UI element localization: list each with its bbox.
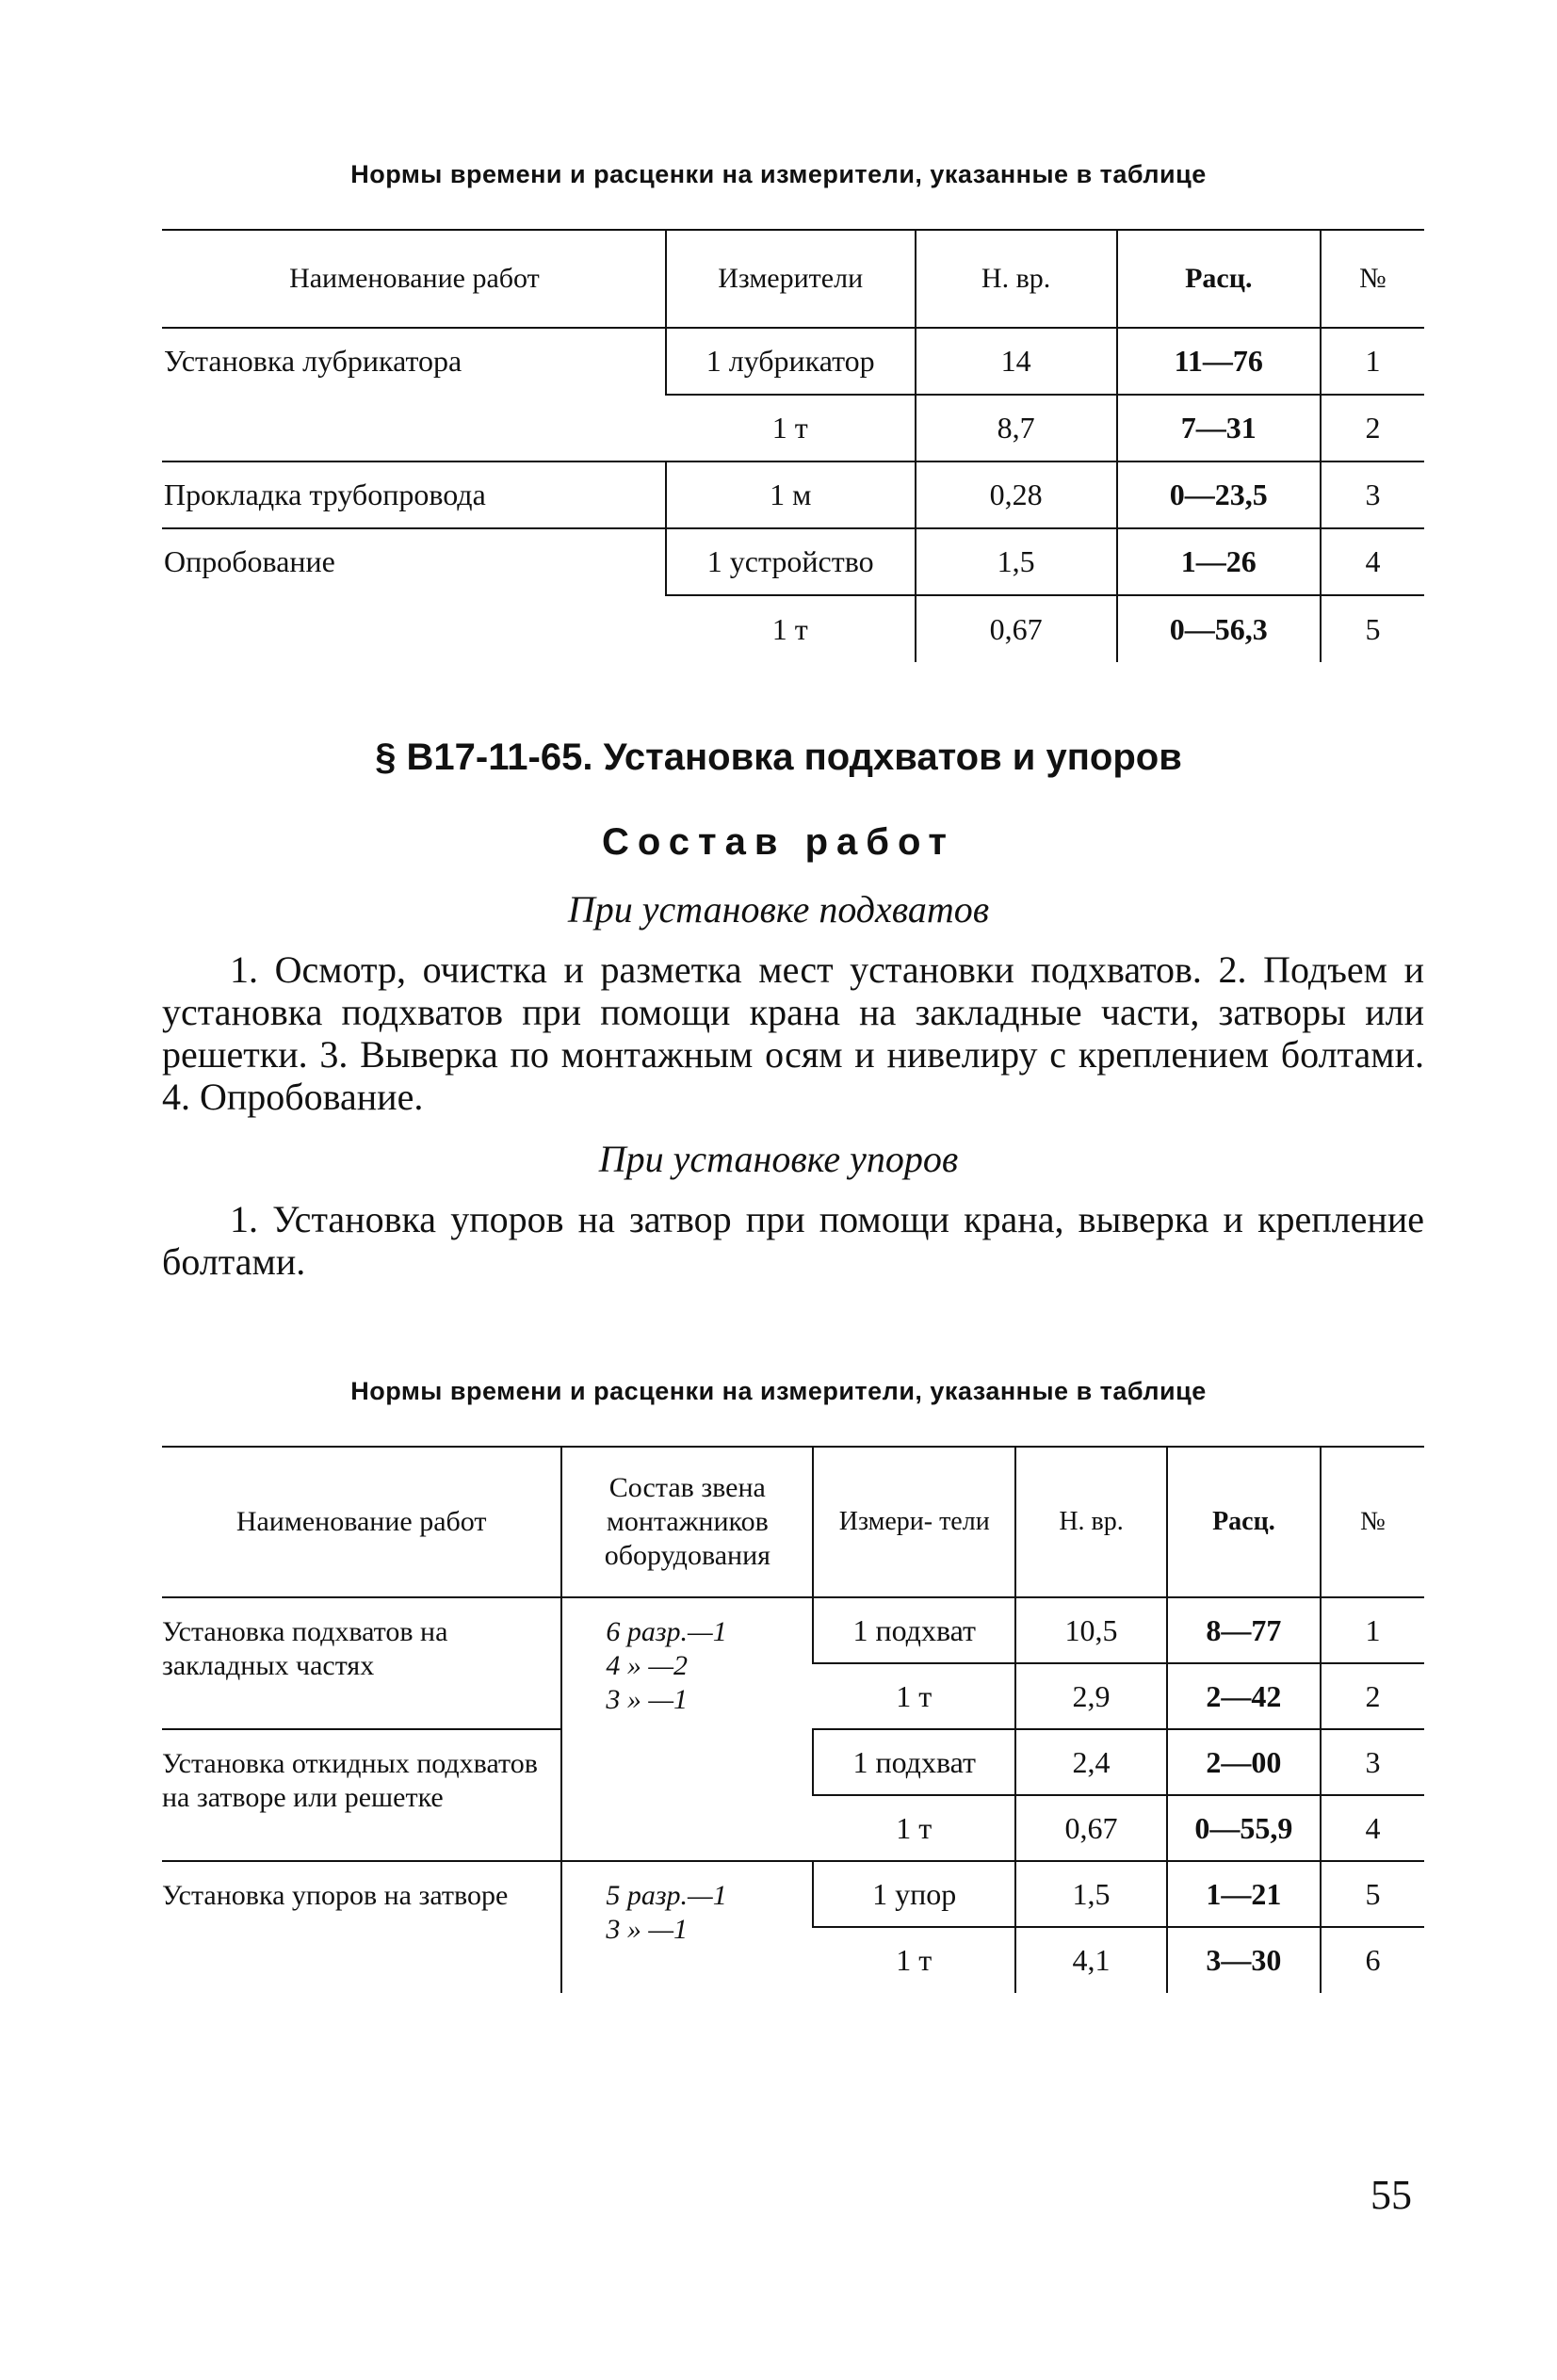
time-norm-cell: 4,1: [1015, 1927, 1167, 1993]
subheading-stops: При установке упоров: [598, 1138, 959, 1180]
number-cell: 5: [1321, 595, 1424, 662]
header-crew: Состав звена монтажников оборудования: [561, 1447, 813, 1597]
time-norm-cell: 0,67: [1015, 1795, 1167, 1861]
crew-line: 6 разр.—1: [606, 1616, 727, 1647]
header-number: №: [1321, 1447, 1424, 1597]
work-name-cell: Установка лубрикатора: [162, 328, 666, 461]
table-row: [162, 528, 1424, 595]
crew-line: 5 разр.—1: [606, 1880, 727, 1911]
measure-cell: 1 т: [666, 395, 916, 461]
crew-line: 4 » —2: [606, 1650, 689, 1681]
measure-cell: 1 т: [813, 1663, 1015, 1729]
table1-caption: Нормы времени и расценки на измерители, указанные в таблице: [350, 160, 1207, 188]
composition-heading: Состав работ: [602, 821, 955, 863]
header-measure: Измери- тели: [813, 1447, 1015, 1597]
measure-cell: 1 т: [813, 1795, 1015, 1861]
table2-caption: Нормы времени и расценки на измерители, указанные в таблице: [350, 1377, 1207, 1405]
header-number: №: [1321, 230, 1424, 328]
measure-cell: 1 т: [896, 1943, 933, 1977]
work-name-cell: Установка упоров на затворе: [162, 1880, 509, 1911]
page-number: 55: [1370, 2172, 1412, 2218]
work-name-cell: Установка подхватов на закладных частях: [162, 1597, 561, 1729]
time-norm-cell: 1,5: [916, 528, 1117, 595]
number-cell: 3: [1321, 461, 1424, 528]
number-cell: 2: [1321, 395, 1424, 461]
crew-line: 3 » —1: [606, 1914, 689, 1945]
measure-cell: 1 упор: [813, 1861, 1015, 1927]
crew-line: 3 » —1: [606, 1684, 689, 1715]
time-norm-cell: 1,5: [1015, 1861, 1167, 1927]
header-time-norm: Н. вр.: [916, 230, 1117, 328]
time-norm-cell: 8,7: [916, 395, 1117, 461]
rate-cell: 1—21: [1167, 1861, 1321, 1927]
crew-cell: [561, 1861, 813, 1993]
table-row: [162, 1861, 1424, 1927]
time-norm-cell: 2,4: [1015, 1729, 1167, 1795]
table-row: [162, 461, 1424, 528]
subheading-grips: При установке подхватов: [567, 888, 990, 931]
rate-cell: 2—00: [1167, 1729, 1321, 1795]
header-work-name: Наименование работ: [162, 230, 666, 328]
rate-cell: 2—42: [1167, 1663, 1321, 1729]
table-header-row: [162, 230, 1424, 328]
work-name-cell: Установка откидных подхватов на затворе или решетке: [162, 1729, 561, 1861]
rate-cell: 0—23,5: [1117, 461, 1321, 528]
time-norm-cell: 0,28: [916, 461, 1117, 528]
work-name-cell: Опробование: [164, 544, 335, 578]
table-row: [162, 328, 1424, 395]
header-measure: Измерители: [666, 230, 916, 328]
number-cell: 4: [1321, 528, 1424, 595]
header-time-norm: Н. вр.: [1015, 1447, 1167, 1597]
number-cell: 1: [1321, 1597, 1424, 1663]
rate-cell: 8—77: [1167, 1597, 1321, 1663]
rate-cell: 11—76: [1117, 328, 1321, 395]
number-cell: 4: [1321, 1795, 1424, 1861]
measure-cell: 1 устройство: [666, 528, 916, 595]
rate-cell: 3—30: [1167, 1927, 1321, 1993]
rate-cell: 1—26: [1117, 528, 1321, 595]
rate-cell: 0—55,9: [1167, 1795, 1321, 1861]
measure-cell: 1 подхват: [813, 1597, 1015, 1663]
measure-cell: 1 лубрикатор: [666, 328, 916, 395]
header-work-name: Наименование работ: [162, 1447, 561, 1597]
paragraph-grips: 1. Осмотр, очистка и разметка мест установки подхватов. 2. Подъем и установка подхватов при помощи крана на закладные части, затворы или решетки. 3. Выверка по монтажным осям и нивелиру с креплением болтами. 4. Опробование.: [162, 948, 1424, 1118]
number-cell: 6: [1321, 1927, 1424, 1993]
time-norm-cell: 0,67: [916, 595, 1117, 662]
paragraph-stops: 1. Установка упоров на затвор при помощи крана, выверка и крепление болтами.: [162, 1198, 1424, 1283]
number-cell: 5: [1321, 1861, 1424, 1927]
time-norm-cell: 14: [916, 328, 1117, 395]
measure-cell: 1 т: [771, 611, 808, 646]
table-header-row: [162, 1447, 1424, 1597]
work-name-cell: Прокладка трубопровода: [162, 461, 666, 528]
measure-cell: 1 подхват: [813, 1729, 1015, 1795]
header-rate: Расц.: [1167, 1447, 1321, 1597]
table-row: [162, 1597, 1424, 1663]
norms-table-1: [162, 229, 1424, 662]
number-cell: 2: [1321, 1663, 1424, 1729]
time-norm-cell: 10,5: [1015, 1597, 1167, 1663]
rate-cell: 7—31: [1117, 395, 1321, 461]
norms-table-2: [162, 1446, 1424, 1993]
crew-cell: [561, 1597, 813, 1861]
time-norm-cell: 2,9: [1015, 1663, 1167, 1729]
section-title: § В17-11-65. Установка подхватов и упоров: [375, 737, 1182, 778]
measure-cell: 1 м: [666, 461, 916, 528]
number-cell: 3: [1321, 1729, 1424, 1795]
number-cell: 1: [1321, 328, 1424, 395]
header-rate: Расц.: [1117, 230, 1321, 328]
rate-cell: 0—56,3: [1117, 595, 1321, 662]
